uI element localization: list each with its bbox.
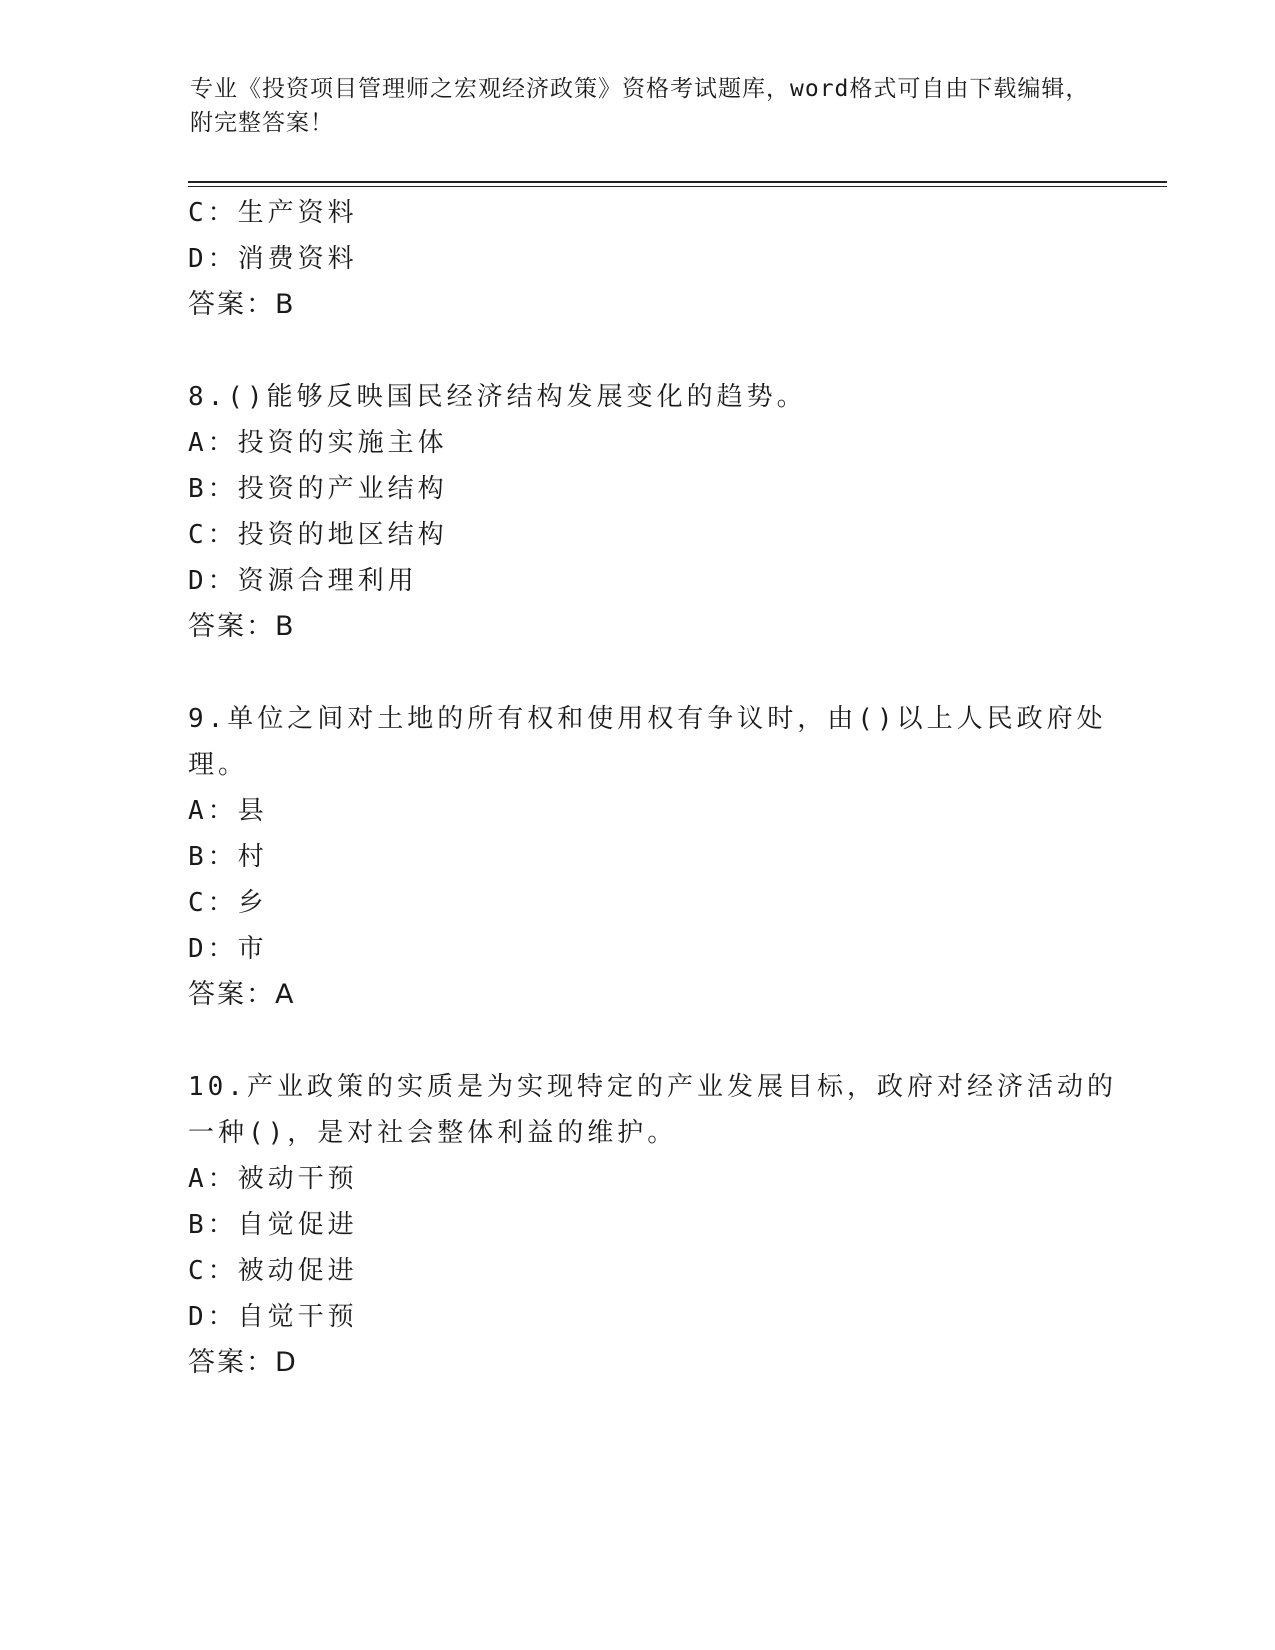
option-a: A：县 — [188, 796, 268, 826]
question-8 — [188, 374, 1088, 650]
question-10 — [188, 1064, 1117, 1386]
spacer — [188, 650, 1088, 696]
document-header: 专业《投资项目管理师之宏观经济政策》资格考试题库，word格式可自由下载编辑，附完整答案！ — [190, 76, 1090, 136]
question-text: 8.()能够反映国民经济结构发展变化的趋势。 — [188, 382, 807, 412]
question-text-line-1: 10.产业政策的实质是为实现特定的产业发展目标，政府对经济活动的 — [188, 1072, 1117, 1102]
question-text-line-2: 理。 — [188, 750, 249, 780]
option-c: C：被动促进 — [188, 1256, 358, 1286]
option-d: D：资源合理利用 — [188, 566, 418, 596]
question-text-line-2: 一种()，是对社会整体利益的维护。 — [188, 1118, 678, 1148]
option-c: C：投资的地区结构 — [188, 520, 448, 550]
header-divider — [188, 181, 1167, 187]
option-d: D：消费资料 — [188, 244, 358, 274]
answer-label: 答案：B — [188, 611, 296, 642]
option-d: D：市 — [188, 934, 268, 964]
question-9 — [188, 696, 1107, 1018]
option-c: C：生产资料 — [188, 198, 358, 228]
option-c: C：乡 — [188, 888, 268, 918]
question-list — [188, 190, 1117, 1386]
spacer — [188, 1018, 1088, 1064]
option-b: B：投资的产业结构 — [188, 474, 448, 504]
option-d: D：自觉干预 — [188, 1302, 358, 1332]
option-b: B：村 — [188, 842, 268, 872]
answer-label: 答案：B — [188, 289, 296, 320]
answer-label: 答案：A — [188, 979, 296, 1010]
option-b: B：自觉促进 — [188, 1210, 358, 1240]
spacer — [188, 328, 1088, 374]
option-a: A：投资的实施主体 — [188, 428, 448, 458]
answer-label: 答案：D — [188, 1347, 298, 1378]
question-text-line-1: 9.单位之间对土地的所有权和使用权有争议时，由()以上人民政府处 — [188, 704, 1107, 734]
option-a: A：被动干预 — [188, 1164, 358, 1194]
question-7-tail — [188, 190, 1088, 328]
